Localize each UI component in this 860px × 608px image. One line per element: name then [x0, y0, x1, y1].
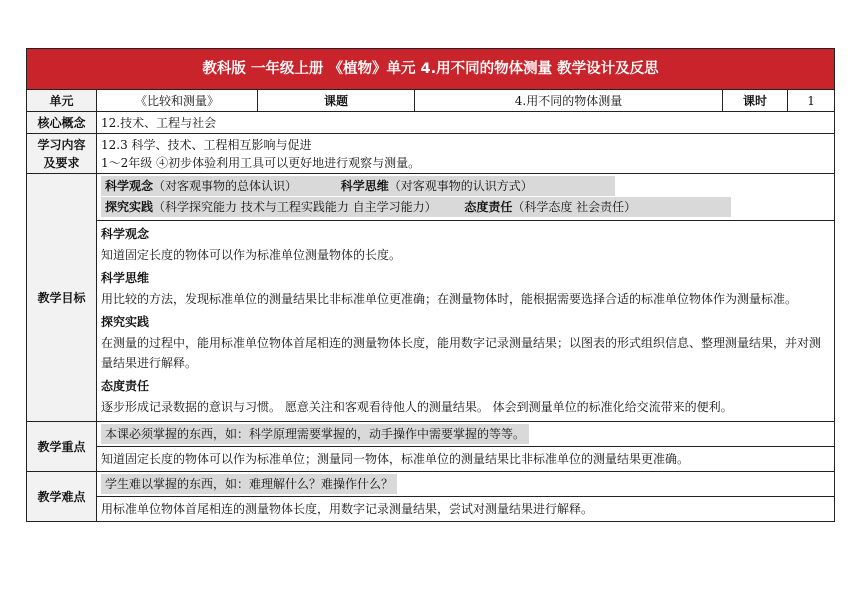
- summary-science-concept: 科学观念: [105, 179, 154, 193]
- goals-detail: [97, 221, 834, 421]
- summary-attitude: 态度责任: [464, 200, 513, 214]
- difficulties-cell: [97, 472, 835, 522]
- summary-inquiry-practice: 探究实践: [105, 200, 154, 214]
- unit-row: [27, 90, 835, 112]
- lesson-plan-sheet: [26, 48, 834, 522]
- unit-label: 单元: [27, 90, 97, 112]
- lesson-label: 课题: [258, 90, 415, 112]
- content-line1: 12.3 科学、技术、工程相互影响与促进: [101, 137, 312, 152]
- unit-value: 《比较和测量》: [97, 90, 258, 112]
- content-label-line1: 学习内容: [37, 137, 86, 152]
- goal-text-practice: 在测量的过程中，能用标准单位物体首尾相连的测量物体长度，能用数字记录测量结果；以图表的形式组织信息、整理测量结果，并对测量结果进行解释。: [101, 336, 822, 370]
- content-label: [27, 134, 97, 174]
- key-points-label: 教学重点: [27, 422, 97, 472]
- lesson-plan-table: [26, 48, 835, 522]
- goals-summary-highlight1: [101, 176, 615, 196]
- core-concept-label: 核心概念: [27, 112, 97, 134]
- difficulties-hint: 学生难以掌握的东西，如：难理解什么？难操作什么？: [101, 474, 397, 494]
- key-points-row: [27, 422, 835, 472]
- summary-science-thinking: 科学思维: [340, 179, 389, 193]
- core-concept-row: [27, 112, 835, 134]
- summary-science-concept-desc: （对客观事物的总体认识）: [153, 179, 298, 193]
- core-concept-value: 12.技术、工程与社会: [97, 112, 835, 134]
- goals-label: 教学目标: [27, 174, 97, 422]
- lesson-value: 4.用不同的物体测量: [415, 90, 723, 112]
- difficulties-label: 教学难点: [27, 472, 97, 522]
- difficulties-hint-wrap: [97, 472, 834, 497]
- goal-text-thinking: 用比较的方法，发现标准单位的测量结果比非标准单位更准确；在测量物体时，能根据需要选择合适的标准单位物体作为测量标准。: [101, 292, 798, 306]
- title-row: [27, 49, 835, 90]
- key-points-value: 知道固定长度的物体可以作为标准单位；测量同一物体，标准单位的测量结果比非标准单位的测量结果更准确。: [101, 452, 690, 466]
- goal-heading-concept: 科学观念: [101, 227, 150, 241]
- goals-summary-line1: [101, 176, 830, 196]
- key-points-cell: [97, 422, 835, 472]
- content-line2: 1～2年级 ④初步体验利用工具可以更好地进行观察与测量。: [101, 155, 421, 170]
- hours-value: 1: [788, 90, 835, 112]
- key-points-hint-wrap: [97, 422, 834, 447]
- summary-science-thinking-desc: （对客观事物的认识方式）: [388, 179, 533, 193]
- goals-summary-highlight2: [101, 197, 731, 217]
- goals-cell: [97, 174, 835, 422]
- content-label-line2: 及要求: [43, 155, 80, 170]
- document-title: 教科版 一年级上册 《植物》单元 4.用不同的物体测量 教学设计及反思: [27, 49, 835, 90]
- difficulties-value: 用标准单位物体首尾相连的测量物体长度，用数字记录测量结果，尝试对测量结果进行解释。: [101, 502, 594, 516]
- difficulties-row: [27, 472, 835, 522]
- goal-text-attitude: 逐步形成记录数据的意识与习惯。 愿意关注和客观看待他人的测量结果。 体会到测量单位的标准化给交流带来的便利。: [101, 400, 733, 414]
- goals-summary: [97, 174, 834, 221]
- summary-inquiry-practice-desc: （科学探究能力 技术与工程实践能力 自主学习能力）: [153, 200, 437, 214]
- summary-attitude-desc: （科学态度 社会责任）: [512, 200, 637, 214]
- goal-heading-practice: 探究实践: [101, 315, 150, 329]
- goal-heading-attitude: 态度责任: [101, 379, 150, 393]
- goal-heading-thinking: 科学思维: [101, 271, 150, 285]
- content-value: [97, 134, 835, 174]
- goals-row: [27, 174, 835, 422]
- goal-text-concept: 知道固定长度的物体可以作为标准单位测量物体的长度。: [101, 248, 402, 262]
- key-points-hint: 本课必须掌握的东西，如：科学原理需要掌握的，动手操作中需要掌握的等等。: [101, 424, 529, 444]
- content-row: [27, 134, 835, 174]
- goals-summary-line2: [101, 197, 830, 217]
- hours-label: 课时: [723, 90, 788, 112]
